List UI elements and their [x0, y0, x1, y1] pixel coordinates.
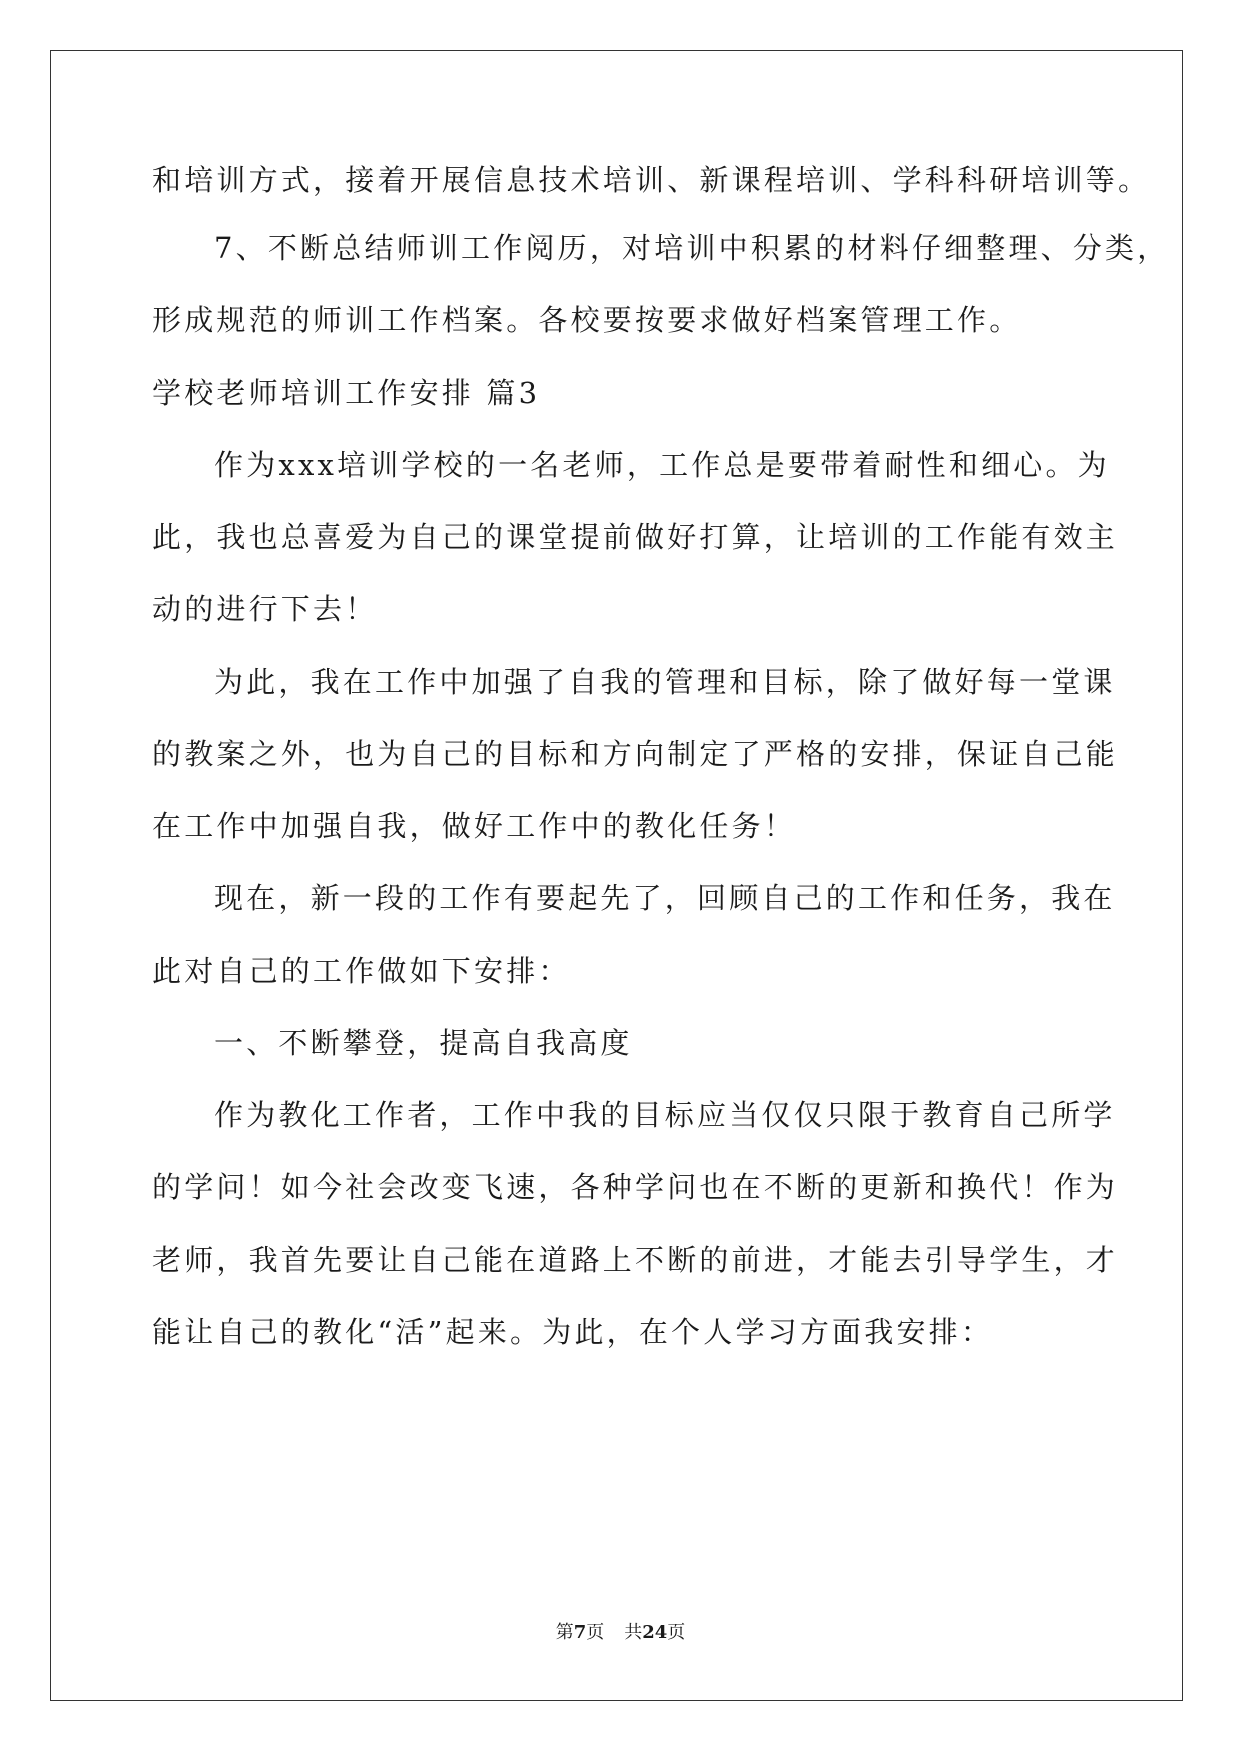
paragraph-line: 作为教化工作者，工作中我的目标应当仅仅只限于教育自己所学 [214, 1098, 1116, 1132]
text-line: 的教案之外，也为自己的目标和方向制定了严格的安排，保证自己能 [152, 737, 1119, 771]
current-page-number: 7 [573, 1622, 587, 1643]
footer-prefix: 第 [555, 1622, 574, 1643]
paragraph-line: 作为xxx培训学校的一名老师，工作总是要带着耐性和细心。为 [214, 448, 1110, 482]
section-heading: 学校老师培训工作安排 篇3 [152, 376, 541, 410]
subheading: 一、不断攀登，提高自我高度 [214, 1026, 633, 1060]
page-footer [0, 1618, 1241, 1644]
total-page-number: 24 [642, 1622, 668, 1643]
text-line: 和培训方式，接着开展信息技术培训、新课程培训、学科科研培训等。 [152, 163, 1151, 197]
text-line: 老师，我首先要让自己能在道路上不断的前进，才能去引导学生，才 [152, 1243, 1119, 1277]
paragraph-line: 为此，我在工作中加强了自我的管理和目标，除了做好每一堂课 [214, 665, 1116, 699]
text-line: 此，我也总喜爱为自己的课堂提前做好打算，让培训的工作能有效主 [152, 520, 1119, 554]
text-line: 动的进行下去！ [152, 592, 378, 626]
footer-page-suffix: 页 [586, 1622, 605, 1643]
text-line: 能让自己的教化“活”起来。为此，在个人学习方面我安排： [152, 1315, 994, 1349]
text-line: 的学问！如今社会改变飞速，各种学问也在不断的更新和换代！作为 [152, 1170, 1119, 1204]
footer-total-suffix: 页 [667, 1622, 686, 1643]
paragraph-line: 7、不断总结师训工作阅历，对培训中积累的材料仔细整理、分类， [214, 231, 1170, 265]
paragraph-line: 现在，新一段的工作有要起先了，回顾自己的工作和任务，我在 [214, 881, 1116, 915]
text-line: 在工作中加强自我，做好工作中的教化任务！ [152, 809, 797, 843]
text-line: 此对自己的工作做如下安排： [152, 954, 571, 988]
footer-total-prefix: 共 [624, 1622, 643, 1643]
text-line: 形成规范的师训工作档案。各校要按要求做好档案管理工作。 [152, 303, 1022, 337]
page-border [50, 50, 1183, 1701]
